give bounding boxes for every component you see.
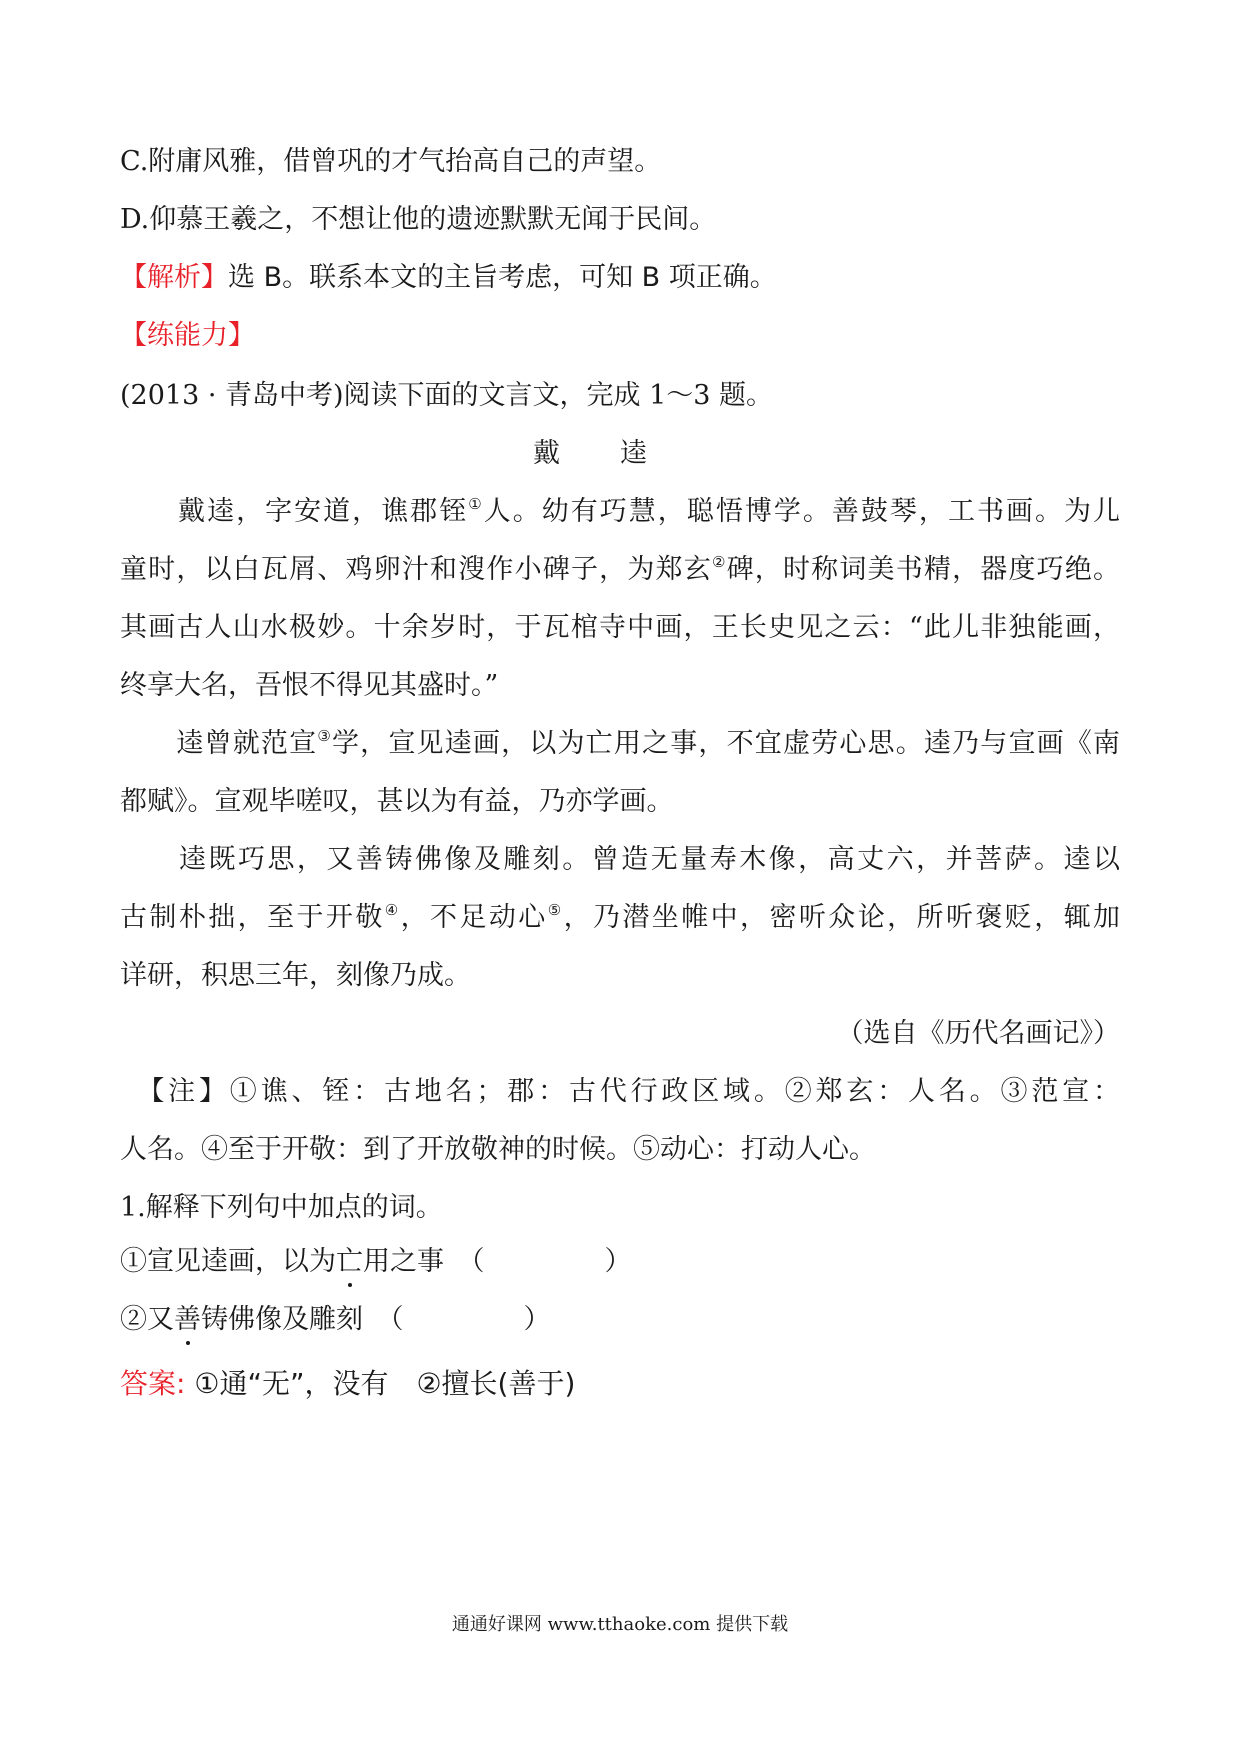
note-marker-3: ③ [317, 727, 332, 745]
passage-p3-line2: 古制朴拙，至于开敬④，不足动心⑤，乃潜坐帷中，密听众论，所听褒贬，辄加 [120, 901, 1121, 933]
option-c: C.附庸风雅，借曾巩的才气抬高自己的声望。 [120, 146, 662, 177]
passage-p2-line1: 逵曾就范宣③学，宣见逵画，以为亡用之事，不宜虚劳心思。逵乃与宣画《南 [176, 727, 1121, 759]
dotted-word-2: 善 [174, 1304, 201, 1335]
passage-p1-line1: 戴逵，字安道，谯郡铚①人。幼有巧慧，聪悟博学。善鼓琴，工书画。为儿 [178, 495, 1121, 527]
passage-p3-line3: 详研，积思三年，刻像乃成。 [120, 960, 471, 991]
question1-item2: ②又善铸佛像及雕刻 （ ） [120, 1304, 551, 1335]
note-marker-1: ① [468, 495, 484, 513]
note-marker-5: ⑤ [547, 901, 564, 919]
notes-line2: 人名。④至于开敬：到了开放敬神的时候。⑤动心：打动人心。 [120, 1134, 876, 1165]
analysis-label: 【解析】 [120, 262, 228, 293]
passage-p1-line4: 终享大名，吾恨不得见其盛时。” [120, 670, 499, 701]
passage-title [120, 438, 1120, 470]
passage-p1-line2: 童时，以白瓦屑、鸡卵汁和溲作小碑子，为郑玄②碑，时称词美书精，器度巧绝。 [120, 553, 1121, 585]
passage-p1-line3: 其画古人山水极妙。十余岁时，于瓦棺寺中画，王长史见之云：“此儿非独能画， [120, 612, 1120, 643]
answer [120, 1368, 1120, 1400]
source-intro: (2013 · 青岛中考)阅读下面的文言文，完成 1～3 题。 [120, 380, 774, 411]
passage-title-text: 戴逵 [533, 438, 707, 469]
answer-label: 答案: [120, 1367, 186, 1400]
option-d: D.仰慕王羲之，不想让他的遗迹默默无闻于民间。 [120, 204, 717, 235]
passage-p2-line2: 都赋》。宣观毕嗟叹，甚以为有益，乃亦学画。 [120, 786, 674, 817]
footer: 通通好课网 www.tthaoke.com 提供下载 [451, 1614, 789, 1635]
analysis [120, 262, 1120, 294]
note-marker-4: ④ [384, 901, 401, 919]
note-marker-2: ② [711, 553, 727, 571]
section-label: 【练能力】 [120, 320, 255, 351]
question1-item1: ①宣见逵画，以为亡用之事 （ ） [120, 1246, 632, 1277]
question1-stem: 1.解释下列句中加点的词。 [120, 1192, 443, 1223]
answer-text: ①通“无”，没有 ②擅长(善于) [194, 1367, 576, 1400]
analysis-text: 选 B。联系本文的主旨考虑，可知 B 项正确。 [228, 262, 777, 293]
notes-line1: 【注】①谯、铚：古地名；郡：古代行政区域。②郑玄：人名。③范宣： [150, 1076, 1120, 1107]
passage-source: （选自《历代名画记》） [836, 1018, 1120, 1049]
passage-p3-line1: 逵既巧思，又善铸佛像及雕刻。曾造无量寿木像，高丈六，并菩萨。逵以 [178, 844, 1121, 875]
dotted-word-1: 亡 [336, 1246, 363, 1277]
